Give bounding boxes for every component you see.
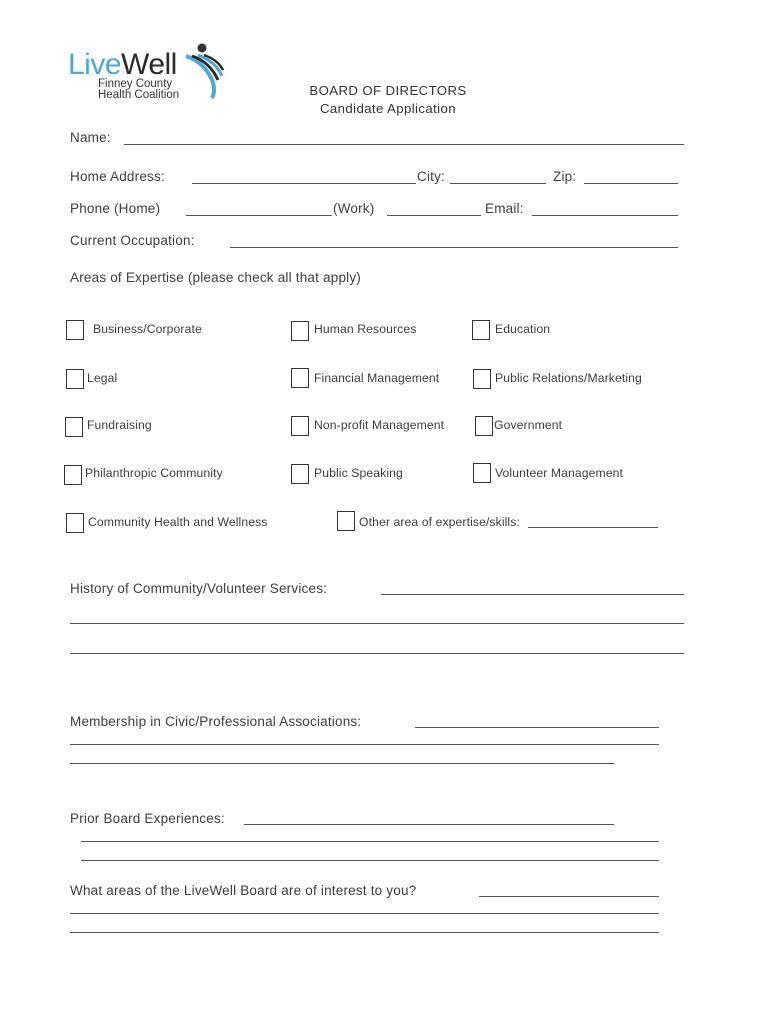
logo-subtitle-1: Finney County xyxy=(98,78,173,90)
business-corporate-label: Business/Corporate xyxy=(93,322,202,336)
prior-board-field-line-3[interactable] xyxy=(81,860,659,861)
swoosh-figure-icon xyxy=(182,42,224,100)
public-speaking-checkbox[interactable] xyxy=(291,464,309,484)
occupation-label: Current Occupation: xyxy=(70,233,195,248)
form-subtitle: Candidate Application xyxy=(320,101,456,116)
public-speaking-label: Public Speaking xyxy=(314,466,403,480)
prior-board-label: Prior Board Experiences: xyxy=(70,811,225,826)
volunteer-management-label: Volunteer Management xyxy=(495,466,624,480)
government-checkbox[interactable] xyxy=(475,416,493,436)
form-title: BOARD OF DIRECTORS xyxy=(309,83,467,98)
other-expertise-field[interactable] xyxy=(528,527,658,528)
philanthropic-community-label: Philanthropic Community xyxy=(85,466,223,480)
zip-label: Zip: xyxy=(553,169,577,184)
human-resources-label: Human Resources xyxy=(314,322,417,336)
membership-field-line-1[interactable] xyxy=(415,727,659,728)
membership-field-line-3[interactable] xyxy=(70,763,614,764)
volunteer-management-checkbox[interactable] xyxy=(473,463,491,483)
home-address-label: Home Address: xyxy=(70,169,165,184)
email-field[interactable] xyxy=(532,215,678,216)
logo-wordmark: LiveWell xyxy=(68,48,177,81)
philanthropic-community-checkbox[interactable] xyxy=(64,465,82,485)
occupation-field[interactable] xyxy=(230,247,678,248)
interest-field-line-2[interactable] xyxy=(70,913,659,914)
membership-field-line-2[interactable] xyxy=(70,744,659,745)
public-relations-marketing-label: Public Relations/Marketing xyxy=(495,371,642,385)
fundraising-checkbox[interactable] xyxy=(65,417,83,437)
home-address-field[interactable] xyxy=(192,183,416,184)
other-expertise-checkbox[interactable] xyxy=(337,511,355,531)
email-label: Email: xyxy=(485,201,524,216)
legal-label: Legal xyxy=(87,371,118,385)
non-profit-management-label: Non-profit Management xyxy=(314,418,445,432)
legal-checkbox[interactable] xyxy=(66,369,84,389)
education-label: Education xyxy=(495,322,551,336)
logo-subtitle-2: Health Coalition xyxy=(98,89,180,101)
history-field-line-1[interactable] xyxy=(381,594,684,595)
public-relations-marketing-checkbox[interactable] xyxy=(473,369,491,389)
work-phone-field[interactable] xyxy=(387,215,481,216)
history-field-line-2[interactable] xyxy=(70,623,684,624)
history-label: History of Community/Volunteer Services: xyxy=(70,581,328,596)
community-health-wellness-label: Community Health and Wellness xyxy=(88,515,268,529)
prior-board-field-line-2[interactable] xyxy=(81,841,659,842)
business-corporate-checkbox[interactable] xyxy=(66,320,84,340)
phone-home-field[interactable] xyxy=(186,215,332,216)
interest-field-line-1[interactable] xyxy=(479,896,659,897)
expertise-heading: Areas of Expertise (please check all that apply) xyxy=(70,270,361,285)
city-field[interactable] xyxy=(450,183,546,184)
financial-management-checkbox[interactable] xyxy=(291,368,309,388)
membership-label: Membership in Civic/Professional Associations: xyxy=(70,714,362,729)
work-phone-label: (Work) xyxy=(333,201,375,216)
education-checkbox[interactable] xyxy=(472,320,490,340)
interest-field-line-3[interactable] xyxy=(70,932,659,933)
fundraising-label: Fundraising xyxy=(87,418,152,432)
history-field-line-3[interactable] xyxy=(70,653,684,654)
prior-board-field-line-1[interactable] xyxy=(244,824,614,825)
government-label: Government xyxy=(494,418,563,432)
interest-label: What areas of the LiveWell Board are of interest to you? xyxy=(70,883,417,898)
other-expertise-label: Other area of expertise/skills: xyxy=(359,515,520,529)
phone-home-label: Phone (Home) xyxy=(70,201,161,216)
name-field[interactable] xyxy=(124,144,684,145)
name-label: Name: xyxy=(70,130,111,145)
community-health-wellness-checkbox[interactable] xyxy=(66,513,84,533)
zip-field[interactable] xyxy=(584,183,678,184)
financial-management-label: Financial Management xyxy=(314,371,440,385)
non-profit-management-checkbox[interactable] xyxy=(291,416,309,436)
human-resources-checkbox[interactable] xyxy=(291,321,309,341)
city-label: City: xyxy=(417,169,445,184)
livewell-logo xyxy=(68,42,228,102)
